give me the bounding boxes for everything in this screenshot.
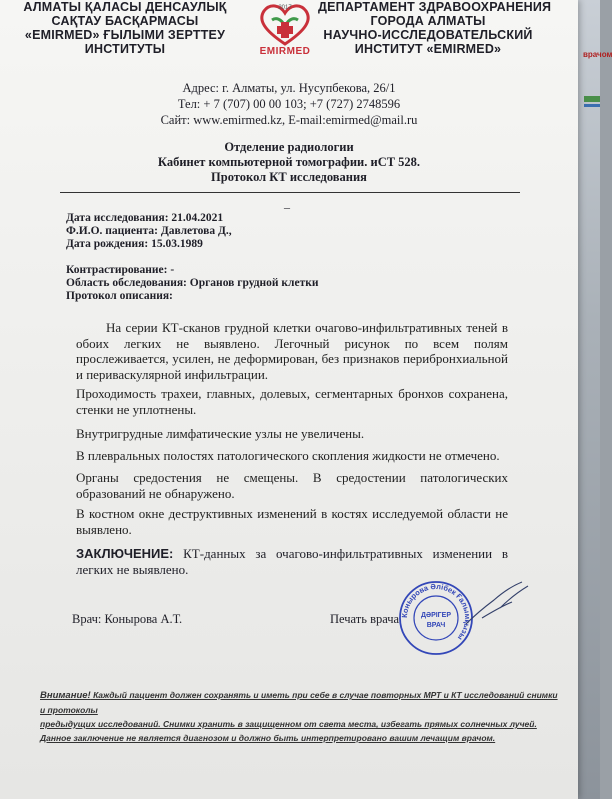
stamp-center-line: ВРАЧ: [426, 622, 446, 629]
address-block: [0, 80, 578, 128]
department-title: Отделение радиологии: [224, 140, 354, 154]
header-right-line: ДЕПАРТАМЕНТ ЗДРАВООХРАНЕНИЯ: [318, 0, 552, 14]
protocol-title: Протокол КТ исследования: [211, 170, 367, 184]
footer-line: [40, 688, 560, 717]
header-left-kazakh: [0, 0, 250, 56]
footer-notice: [40, 688, 560, 745]
title-divider: [60, 192, 520, 193]
header-right-russian: [318, 0, 552, 56]
logo-heart-icon: [250, 0, 320, 48]
patient-info: [66, 212, 232, 251]
side-paper-strip: [584, 96, 600, 102]
address-line: Адрес: г. Алматы, ул. Нусупбекова, 26/1: [182, 81, 396, 95]
patient-name: Ф.И.О. пациента: Давлетова Д.,: [66, 225, 232, 237]
study-date: Дата исследования: 21.04.2021: [66, 212, 224, 224]
side-paper-strip-blue: [584, 104, 600, 107]
footer-line: предыдущих исследований. Снимки хранить в защищенном от света места, избегать прямых солнечных лучей.: [40, 719, 537, 729]
website-line: Сайт: www.emirmed.kz, E-mail:emirmed@mail.ru: [160, 113, 418, 127]
signature: [462, 578, 532, 628]
finding-paragraph: В плевральных полостях патологического скопления жидкости не отмечено.: [76, 448, 500, 463]
stamp-label: Печать врача: [330, 612, 400, 626]
conclusion-text: КТ-данных за очагово-инфильтративных изменении в легких не выявлено.: [76, 546, 508, 577]
doctor-name: Врач: Конырова А.Т.: [72, 612, 183, 626]
warning-label: Внимание!: [40, 690, 91, 701]
header-left-line: САҚТАУ БАСҚАРМАСЫ: [51, 14, 199, 28]
header-left-line: «EMIRMED» ҒЫЛЫМИ ЗЕРТТЕУ: [24, 28, 226, 42]
side-paper-fragment: врачом: [583, 50, 612, 59]
conclusion: [76, 546, 508, 577]
finding-paragraph: Органы средостения не смещены. В средостении патологических образований не обнаружено.: [76, 470, 508, 501]
header-right-line: ИНСТИТУТ «EMIRMED»: [354, 42, 502, 56]
stamp-center-line: ДӘРІГЕР: [421, 612, 451, 619]
protocol-label: Протокол описания:: [66, 290, 173, 302]
finding-paragraph: Внутригрудные лимфатические узлы не увеличены.: [76, 426, 365, 441]
logo-year: 2017: [278, 5, 292, 11]
emirmed-logo: [250, 0, 320, 58]
study-info: [66, 264, 319, 303]
document-title: [0, 140, 578, 185]
footer-line: Данное заключение не является диагнозом и должно быть интерпретировано вашим лечащим врачом.: [40, 733, 496, 743]
contrast-field: Контрастирование: -: [66, 264, 175, 276]
logo-text: EMIRMED: [259, 46, 311, 57]
stamp-ring-text: Конырова Әлібек Ғалымқызы: [399, 581, 473, 642]
header-left-line: ИНСТИТУТЫ: [84, 42, 166, 56]
footer-text: Каждый пациент должен сохранять и иметь при себе в случае повторных МРТ и КТ исследований снимки и протоколы: [40, 690, 558, 715]
finding-paragraph: Проходимость трахеи, главных, долевых, сегментарных бронхов сохранена, стенки не уплотнены.: [76, 386, 508, 417]
exam-area-field: Область обследования: Органов грудной клетки: [66, 277, 319, 289]
finding-paragraph: На серии КТ-сканов грудной клетки очагово-инфильтративных теней в обоих легких не выявлено. Легочный рисунок по всем полям прослеживается, усилен, не деформирован, без признаков перибронхиальной и периваскулярной инфильтрации.: [76, 320, 508, 382]
birth-date: Дата рождения: 15.03.1989: [66, 238, 203, 250]
header-right-line: ГОРОДА АЛМАТЫ: [370, 14, 486, 28]
separator-mark: _: [284, 196, 290, 210]
finding-paragraph: В костном окне деструктивных изменений в костях исследуемой области не выявлено.: [76, 506, 508, 537]
header-right-line: НАУЧНО-ИССЛЕДОВАТЕЛЬСКИЙ: [323, 28, 533, 42]
header-left-line: АЛМАТЫ ҚАЛАСЫ ДЕНСАУЛЫҚ: [23, 0, 227, 14]
cabinet-title: Кабинет компьютерной томографии. иСТ 528.: [157, 155, 421, 169]
phone-line: Тел: + 7 (707) 00 00 103; +7 (727) 2748596: [177, 97, 401, 111]
conclusion-label: ЗАКЛЮЧЕНИЕ:: [76, 546, 174, 561]
